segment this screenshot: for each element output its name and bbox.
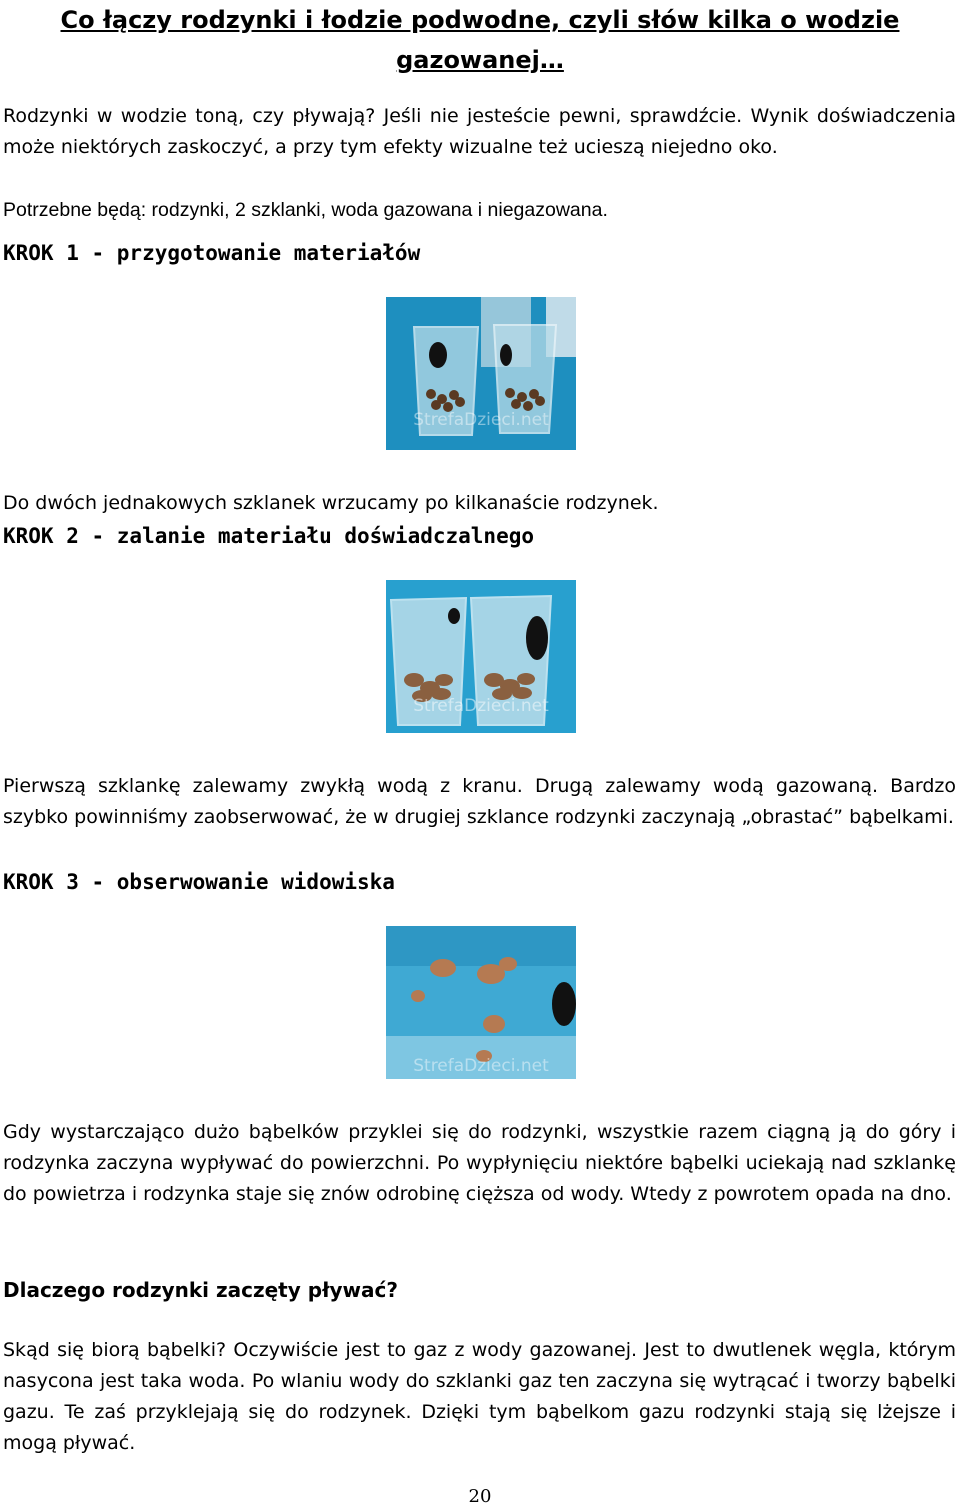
step3-watermark: StrefaDzieci.net <box>413 1056 549 1076</box>
step3-heading: KROK 3 - obserwowanie widowiska <box>3 870 395 894</box>
step1-text: Do dwóch jednakowych szklanek wrzucamy po kilkanaście rodzynek. <box>3 492 659 514</box>
why-text: Skąd się biorą bąbelki? Oczywiście jest to gaz z wody gazowanej. Jest to dwutlenek węgla, którym nasycona jest taka woda. Po wlaniu wody do szklanki gaz ten zaczyna się wytrącać i tworzy bąbelki gazu. Te zaś przyklejają się do rodzynek. Dzięki tym bąbelkom gazu rodzynki stają się lżejsze i mogą pływać. <box>3 1339 956 1454</box>
step3-text: Gdy wystarczająco dużo bąbelków przyklei się do rodzynki, wszystkie razem ciągną ją do góry i rodzynka zaczyna wypływać do powierzchni. Po wypłynięciu niektóre bąbelki uciekają nad szklankę do powietrza i rodzynka staje się znów odrobinę cięższa od wody. Wtedy z powrotem opada na dno. <box>3 1121 956 1205</box>
step1-heading: KROK 1 - przygotowanie materiałów <box>3 241 421 265</box>
intro-paragraph: Rodzynki w wodzie toną, czy pływają? Jeśli nie jesteście pewni, sprawdźcie. Wynik doświadczenia może niektórych zaskoczyć, a przy tym efekty wizualne też ucieszą niejedno oko. <box>3 105 956 158</box>
step1-photo <box>386 297 576 450</box>
step3-photo <box>386 926 576 1079</box>
document-title: Co łączy rodzynki i łodzie podwodne, czyli słów kilka o wodzie gazowanej… <box>60 6 900 74</box>
why-heading: Dlaczego rodzynki zaczęty pływać? <box>3 1278 398 1302</box>
requirements-paragraph: Potrzebne będą: rodzynki, 2 szklanki, woda gazowana i niegazowana. <box>3 199 608 221</box>
step2-text: Pierwszą szklankę zalewamy zwykłą wodą z kranu. Drugą zalewamy wodą gazowaną. Bardzo szybko powinniśmy zaobserwować, że w drugiej szklance rodzynki zaczynają „obrastać” bąbelkami. <box>3 775 956 828</box>
step2-photo <box>386 580 576 733</box>
page-number: 20 <box>468 1486 492 1507</box>
step1-watermark: StrefaDzieci.net <box>413 410 549 430</box>
step2-heading: KROK 2 - zalanie materiału doświadczalnego <box>3 524 535 548</box>
step2-watermark: StrefaDzieci.net <box>413 696 549 716</box>
